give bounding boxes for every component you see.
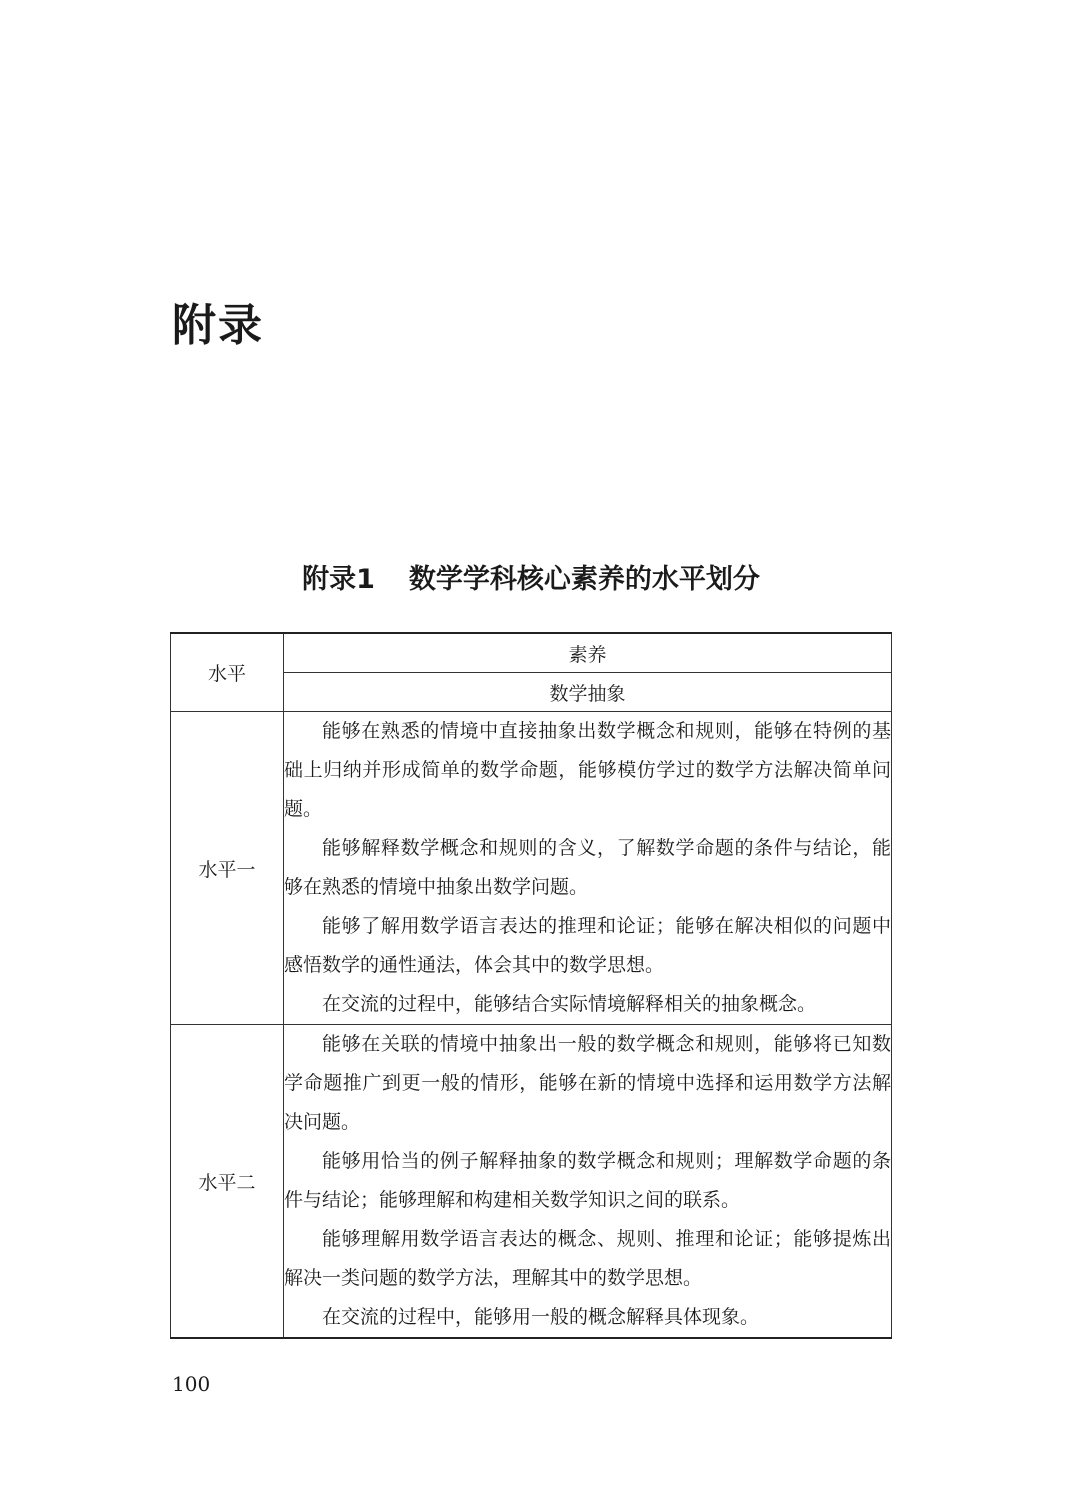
description-paragraph: 在交流的过程中，能够结合实际情境解释相关的抽象概念。 <box>322 993 817 1015</box>
table-row <box>171 1025 892 1339</box>
description-paragraph: 在交流的过程中，能够用一般的概念解释具体现象。 <box>322 1306 760 1328</box>
level-description <box>284 1025 892 1339</box>
section-title <box>0 560 1062 600</box>
level-label: 水平一 <box>171 712 284 1025</box>
description-paragraph: 能够理解用数学语言表达的概念、规则、推理和论证；能够提炼出解决一类问题的数学方法，理解其中的数学思想。 <box>284 1228 891 1289</box>
header-level: 水平 <box>171 633 284 712</box>
table-header-row <box>171 633 892 673</box>
description-paragraph: 能够在关联的情境中抽象出一般的数学概念和规则，能够将已知数学命题推广到更一般的情形，能够在新的情境中选择和运用数学方法解决问题。 <box>284 1033 891 1133</box>
section-title-text: 数学学科核心素养的水平划分 <box>408 564 760 595</box>
section-number: 附录1 <box>302 564 375 595</box>
literacy-levels-table <box>170 632 892 1339</box>
header-literacy: 素养 <box>284 633 892 673</box>
chapter-title: 附录 <box>172 300 264 351</box>
page-number: 100 <box>172 1372 211 1396</box>
subheader-math-abstraction: 数学抽象 <box>284 673 892 712</box>
level-label: 水平二 <box>171 1025 284 1339</box>
level-description <box>284 712 892 1025</box>
description-paragraph: 能够在熟悉的情境中直接抽象出数学概念和规则，能够在特例的基础上归纳并形成简单的数学命题，能够模仿学过的数学方法解决简单问题。 <box>284 720 891 820</box>
description-paragraph: 能够解释数学概念和规则的含义，了解数学命题的条件与结论，能够在熟悉的情境中抽象出数学问题。 <box>284 837 891 898</box>
description-paragraph: 能够用恰当的例子解释抽象的数学概念和规则；理解数学命题的条件与结论；能够理解和构建相关数学知识之间的联系。 <box>284 1150 891 1211</box>
table-row <box>171 712 892 1025</box>
description-paragraph: 能够了解用数学语言表达的推理和论证；能够在解决相似的问题中感悟数学的通性通法，体会其中的数学思想。 <box>284 915 891 976</box>
